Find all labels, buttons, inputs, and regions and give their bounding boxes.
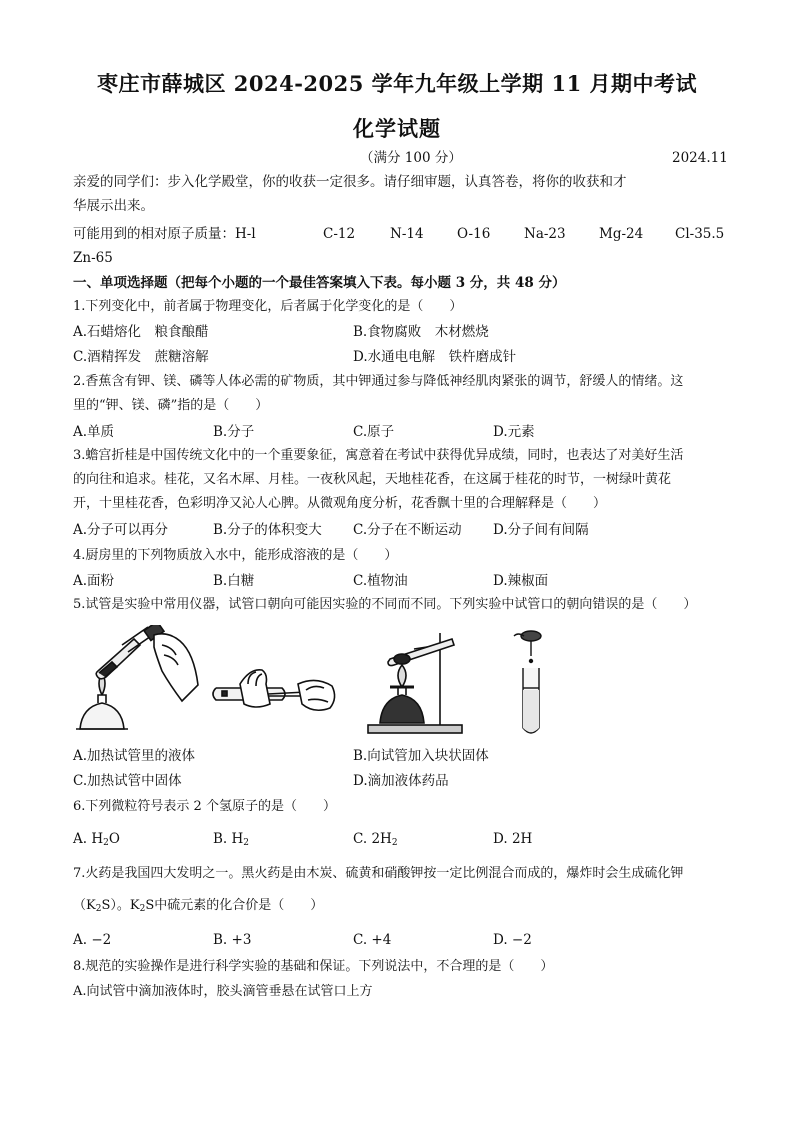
figure-adding-solid	[210, 648, 340, 718]
q3-option-b: B.分子的体积变大	[213, 522, 322, 538]
q7-k2: K	[129, 898, 140, 913]
q4-option-a: A.面粉	[73, 573, 115, 589]
q5-option-c: C.加热试管中固体	[73, 773, 182, 789]
q7-s2: S	[145, 898, 155, 913]
q4-option-c: C.植物油	[353, 573, 408, 589]
q7-line-2	[73, 896, 323, 919]
q7-end: 中硫元素的化合价是（ ）	[154, 898, 324, 913]
q5-option-b: B.向试管加入块状固体	[353, 748, 489, 764]
q6-option-b	[213, 829, 249, 853]
q5-stem: 5.试管是实验中常用仪器，试管口朝向可能因实验的不同而不同。下列实验中试管口的朝向错误的是（ ）	[73, 597, 697, 612]
q7-option-d: D. −2	[493, 932, 532, 948]
q3-option-a: A.分子可以再分	[73, 522, 169, 538]
q7-mid: ）。	[110, 898, 130, 913]
q6-a-prefix: A.	[73, 831, 92, 847]
q6-a-formula-1: H	[91, 831, 104, 847]
mass-c: C-12	[323, 226, 356, 242]
q1-option-a: A.石蜡熔化 粮食酿醋	[73, 324, 209, 340]
q1-stem: 1.下列变化中，前者属于物理变化，后者属于化学变化的是（ ）	[73, 299, 463, 314]
q7-option-c: C. +4	[353, 932, 392, 948]
q4-option-d: D.辣椒面	[493, 573, 549, 589]
intro-line-1: 亲爱的同学们：步入化学殿堂，你的收获一定很多。请仔细审题，认真答卷，将你的收获和才	[73, 174, 627, 190]
q6-d-prefix: D.	[493, 831, 512, 847]
q3-line-2: 的向往和追求。桂花，又名木犀、月桂。一夜秋风起，天地桂花香，在这属于桂花的时节，一树绿叶黄花	[73, 472, 672, 487]
mass-n: N-14	[390, 226, 424, 242]
q7-sub: 2	[95, 904, 102, 914]
q2-option-d: D.元素	[493, 424, 535, 440]
q1-option-d: D.水通电电解 铁杵磨成针	[353, 349, 517, 365]
q6-b-formula: H	[231, 831, 244, 847]
q3-line-3: 开，十里桂花香，色彩明净又沁人心脾。从微观角度分析，花香飘十里的合理解释是（ ）	[73, 496, 607, 511]
mass-zn: Zn-65	[73, 250, 113, 266]
q4-option-b: B.白糖	[213, 573, 255, 589]
figure-heating-solid	[360, 625, 470, 735]
q2-option-b: B.分子	[213, 424, 255, 440]
q6-stem: 6.下列微粒符号表示 2 个氢原子的是（ ）	[73, 799, 336, 814]
q6-option-a	[73, 829, 120, 853]
q6-a-formula-2: O	[108, 831, 120, 847]
mass-cl: Cl-35.5	[675, 226, 725, 242]
q6-b-subscript: 2	[243, 838, 250, 848]
q2-line-1: 2.香蕉含有钾、镁、磷等人体必需的矿物质，其中钾通过参与降低神经肌肉紧张的调节，舒缓人的情绪。这	[73, 374, 684, 389]
q6-b-prefix: B.	[213, 831, 232, 847]
section-heading: 一、单项选择题（把每个小题的一个最佳答案填入下表。每小题 3 分，共 48 分）	[73, 275, 566, 291]
figure-heating-liquid	[72, 625, 202, 735]
exam-title: 枣庄市薛城区 2024-2025 学年九年级上学期 11 月期中考试	[96, 71, 698, 96]
q7-option-b: B. +3	[213, 932, 252, 948]
mass-o: O-16	[457, 226, 491, 242]
q3-option-d: D.分子间有间隔	[493, 522, 589, 538]
exam-date: 2024.11	[672, 150, 728, 166]
full-score: （满分 100 分）	[360, 150, 462, 166]
q1-option-b: B.食物腐败 木材燃烧	[353, 324, 489, 340]
mass-na: Na-23	[524, 226, 566, 242]
q2-option-c: C.原子	[353, 424, 395, 440]
q7-k: K	[86, 898, 96, 913]
intro-line-2: 华展示出来。	[73, 198, 154, 214]
q7-s: S	[101, 898, 111, 913]
q5-option-a: A.加热试管里的液体	[73, 748, 196, 764]
q6-c-prefix: C.	[353, 831, 372, 847]
q7-sub2: 2	[139, 904, 146, 914]
q4-stem: 4.厨房里的下列物质放入水中，能形成溶液的是（ ）	[73, 548, 398, 563]
q6-a-subscript: 2	[103, 838, 109, 848]
q7-line-1: 7.火药是我国四大发明之一。黑火药是由木炭、硫黄和硝酸钾按一定比例混合而成的，爆炸时会生成硫化钾	[73, 866, 684, 881]
q7-open-paren: （	[73, 898, 87, 913]
q6-option-d	[493, 829, 532, 849]
mass-mg: Mg-24	[599, 226, 644, 242]
q7-option-a: A. −2	[73, 932, 112, 948]
q6-c-subscript: 2	[391, 838, 398, 848]
q3-option-c: C.分子在不断运动	[353, 522, 462, 538]
exam-subtitle: 化学试题	[353, 116, 441, 141]
q6-option-c	[353, 829, 398, 853]
q8-option-a: A.向试管中滴加液体时，胶头滴管垂悬在试管口上方	[73, 984, 373, 999]
figure-dropping-liquid	[506, 628, 556, 738]
q3-line-1: 3.蟾宫折桂是中国传统文化中的一个重要象征，寓意着在考试中获得优异成绩，同时，也表达了对美好生活	[73, 448, 684, 463]
q6-c-formula: 2H	[371, 831, 392, 847]
q6-d-formula: 2H	[511, 831, 533, 847]
q1-option-c: C.酒精挥发 蔗糖溶解	[73, 349, 209, 365]
q8-stem: 8.规范的实验操作是进行科学实验的基础和保证。下列说法中，不合理的是（ ）	[73, 959, 554, 974]
q2-line-2: 里的“钾、镁、磷”指的是（ ）	[73, 398, 269, 413]
q2-option-a: A.单质	[73, 424, 115, 440]
atomic-mass-label: 可能用到的相对原子质量：H-l	[73, 226, 256, 242]
q5-option-d: D.滴加液体药品	[353, 773, 449, 789]
